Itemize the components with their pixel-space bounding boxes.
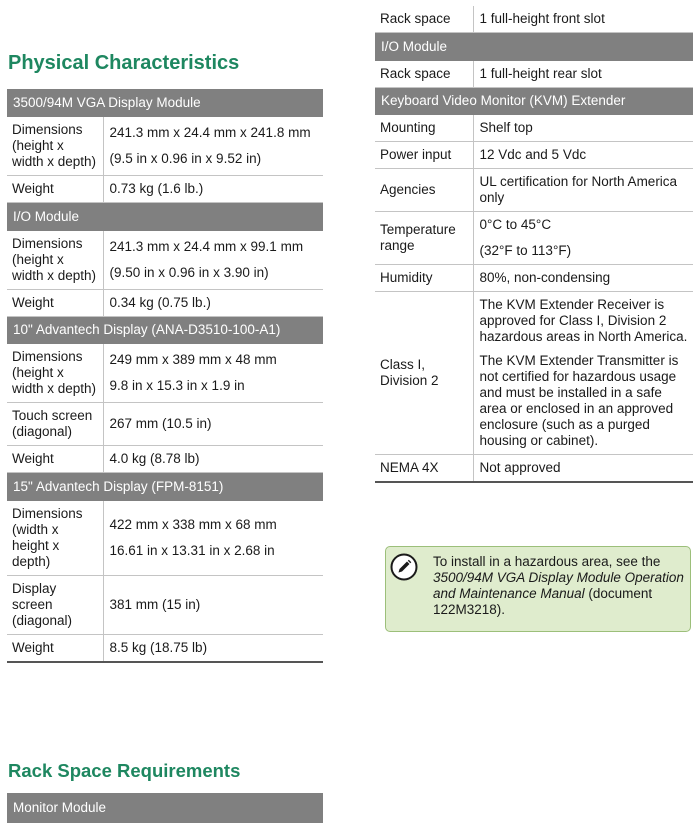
physical-characteristics-heading: Physical Characteristics [8, 52, 240, 74]
value-line: 1 full-height rear slot [479, 65, 602, 81]
physical-characteristics-table [7, 89, 323, 663]
table-row [7, 176, 323, 203]
row-value [103, 501, 323, 576]
row-value [103, 117, 323, 176]
row-label: Power input [375, 142, 473, 169]
value-line: (9.5 in x 0.96 in x 9.52 in) [109, 151, 262, 166]
section-header-row [375, 87, 693, 115]
section-header-row [375, 33, 693, 61]
value-paragraph: The KVM Extender Transmitter is not certified for hazardous usage and must be installed in a safe area or enclosed in an approved enclosure (such as a purged housing or cabinet). [479, 353, 679, 448]
row-value [473, 292, 693, 455]
table-row [7, 117, 323, 176]
value-line: 0.73 kg (1.6 lb.) [109, 181, 204, 196]
section-title: 15" Advantech Display (FPM-8151) [7, 473, 323, 501]
rack-and-kvm-table [375, 6, 693, 483]
table-row [375, 115, 693, 142]
row-value [103, 403, 323, 446]
row-label: Dimensions (height x width x depth) [7, 344, 103, 403]
section-title: I/O Module [375, 33, 693, 61]
section-header-row [7, 89, 323, 117]
section-header-row [7, 793, 323, 823]
row-value [103, 176, 323, 203]
row-label: Dimensions (width x height x depth) [7, 501, 103, 576]
row-value [473, 61, 693, 88]
table-row [375, 169, 693, 212]
table-row [375, 455, 693, 483]
table-row [7, 634, 323, 662]
row-value [103, 231, 323, 290]
table-row [7, 231, 323, 290]
section-title: Monitor Module [7, 793, 323, 823]
table-row [7, 403, 323, 446]
value-line: 381 mm (15 in) [109, 596, 201, 612]
row-label: Dimensions (height x width x depth) [7, 231, 103, 290]
row-value [103, 575, 323, 634]
value-line: 267 mm (10.5 in) [109, 416, 212, 431]
value-line: 16.61 in x 13.31 in x 2.68 in [109, 542, 275, 558]
row-value [103, 634, 323, 662]
value-line: UL certification for North America only [479, 174, 678, 205]
table-row [375, 212, 693, 265]
table-row [7, 501, 323, 576]
row-label: Display screen (diagonal) [7, 575, 103, 634]
row-value [473, 115, 693, 142]
section-title: 10" Advantech Display (ANA-D3510-100-A1) [7, 316, 323, 344]
row-value [473, 265, 693, 292]
value-line: 0.34 kg (0.75 lb.) [109, 294, 211, 310]
table-row [7, 575, 323, 634]
row-label: Dimensions (height x width x depth) [7, 117, 103, 176]
row-value [473, 169, 693, 212]
table-row [375, 142, 693, 169]
value-line: 12 Vdc and 5 Vdc [479, 147, 587, 162]
table-row [375, 61, 693, 88]
value-line: (32°F to 113°F) [479, 243, 572, 258]
row-label: Touch screen (diagonal) [7, 403, 103, 446]
value-line: 80%, non-condensing [479, 270, 611, 285]
row-value [103, 289, 323, 316]
manual-title: 3500/94M VGA Display Module Operation and Maintenance Manual [433, 570, 684, 601]
table-row [375, 292, 693, 455]
row-label: Agencies [375, 169, 473, 212]
rack-space-table [7, 793, 323, 823]
row-label: Weight [7, 634, 103, 662]
section-header-row [7, 316, 323, 344]
section-header-row [7, 473, 323, 501]
pencil-icon [390, 553, 418, 581]
row-label: Rack space [375, 61, 473, 88]
value-paragraph: The KVM Extender Receiver is approved for Class I, Division 2 hazardous areas in North America. [479, 297, 688, 344]
table-row [375, 265, 693, 292]
value-line: (9.50 in x 0.96 in x 3.90 in) [109, 264, 269, 280]
section-title: I/O Module [7, 203, 323, 231]
row-label: Humidity [375, 265, 473, 292]
value-line: 8.5 kg (18.75 lb) [109, 639, 208, 655]
row-value: 1 full-height front slot [473, 6, 693, 33]
table-row [7, 344, 323, 403]
row-value [473, 142, 693, 169]
note-text [433, 554, 689, 618]
value-line: 0°C to 45°C [479, 217, 552, 232]
row-value [473, 212, 693, 265]
value-line: 9.8 in x 15.3 in x 1.9 in [109, 378, 245, 393]
section-title: Keyboard Video Monitor (KVM) Extender [375, 87, 693, 115]
row-label: NEMA 4X [375, 455, 473, 483]
table-row [375, 6, 693, 33]
row-value [473, 455, 693, 483]
value-line: Shelf top [479, 120, 533, 135]
row-value [103, 344, 323, 403]
value-line: 241.3 mm x 24.4 mm x 241.8 mm [109, 125, 311, 140]
row-label: Class I, Division 2 [375, 292, 473, 455]
note-text-start: To install in a hazardous area, see the [433, 554, 661, 569]
table-row [7, 289, 323, 316]
row-label: Weight [7, 289, 103, 316]
row-label: Mounting [375, 115, 473, 142]
note-text-end: (document 122M3218). [433, 586, 653, 617]
section-title: 3500/94M VGA Display Module [7, 89, 323, 117]
value-line: Not approved [479, 460, 561, 475]
value-line: 241.3 mm x 24.4 mm x 99.1 mm [109, 238, 304, 254]
row-value [103, 446, 323, 473]
rack-space-heading: Rack Space Requirements [8, 760, 241, 781]
value-line: 249 mm x 389 mm x 48 mm [109, 352, 277, 367]
row-label: Weight [7, 446, 103, 473]
hazardous-area-note [385, 546, 691, 632]
row-label: Weight [7, 176, 103, 203]
section-header-row [7, 203, 323, 231]
row-label: Temperature range [375, 212, 473, 265]
value-line: 4.0 kg (8.78 lb) [109, 451, 200, 466]
row-label: Rack space [375, 6, 473, 33]
table-row [7, 446, 323, 473]
value-line: 422 mm x 338 mm x 68 mm [109, 516, 277, 532]
